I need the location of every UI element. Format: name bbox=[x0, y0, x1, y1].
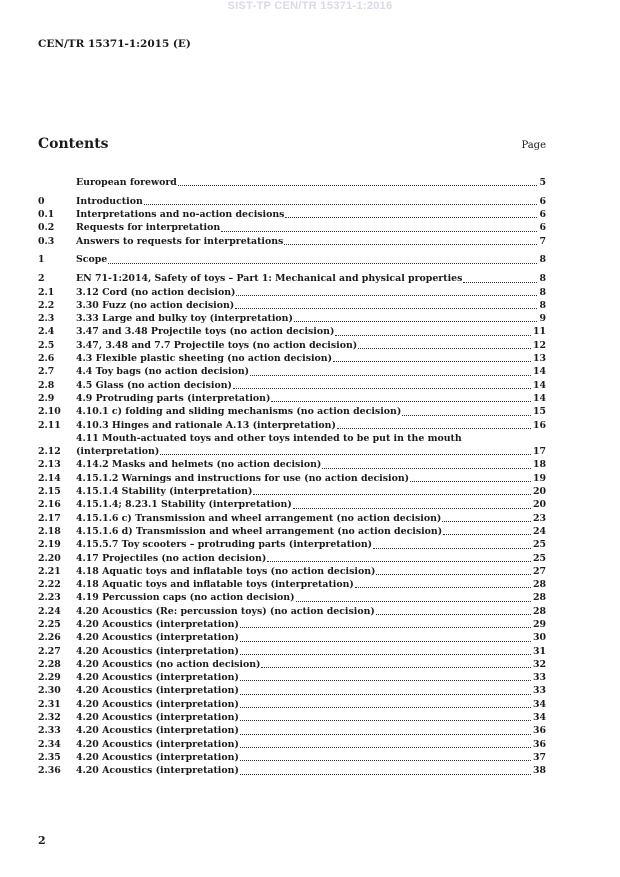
toc-entry[interactable] bbox=[38, 498, 546, 511]
toc-entry-page: 7 bbox=[539, 235, 546, 247]
toc-entry-page: 32 bbox=[532, 658, 546, 670]
contents-heading: Contents bbox=[38, 136, 109, 152]
toc-entry-page: 5 bbox=[539, 177, 546, 188]
toc-entry-page: 29 bbox=[532, 619, 546, 630]
toc-entry-number: 2.30 bbox=[38, 685, 61, 697]
toc-entry[interactable] bbox=[38, 472, 546, 485]
toc-entry-number: 2.20 bbox=[38, 552, 61, 564]
toc-entry-number: 2.3 bbox=[38, 313, 55, 325]
toc-entry-title: 4.20 Acoustics (interpretation) bbox=[76, 632, 239, 644]
toc-entry-title: 3.47, 3.48 and 7.7 Projectile toys (no action decision) bbox=[76, 339, 358, 351]
toc-entry-number: 2.32 bbox=[38, 712, 61, 724]
toc-entry-number: 2.21 bbox=[38, 565, 61, 577]
toc-entry-number: 2.36 bbox=[38, 765, 61, 777]
toc-entry[interactable] bbox=[38, 525, 546, 538]
dot-leader bbox=[250, 374, 531, 376]
toc-entry-page: 33 bbox=[532, 672, 546, 684]
toc-entry-title: 4.15.1.4; 8.23.1 Stability (interpretation) bbox=[76, 499, 292, 511]
toc-entry-number: 2.22 bbox=[38, 579, 61, 591]
toc-entry[interactable] bbox=[38, 208, 546, 221]
toc-entry-number: 2.7 bbox=[38, 366, 55, 378]
toc-entry-title: 4.20 Acoustics (interpretation) bbox=[76, 712, 239, 724]
toc-entry-page: 30 bbox=[532, 632, 546, 644]
dot-leader bbox=[236, 294, 537, 296]
toc-entry-number: 2.28 bbox=[38, 658, 61, 670]
toc-entry[interactable] bbox=[38, 458, 546, 471]
toc-entry-page: 8 bbox=[539, 254, 546, 266]
toc-entry-number: 2 bbox=[38, 273, 45, 285]
toc-entry-number: 2.15 bbox=[38, 486, 61, 498]
toc-entry-title: European foreword bbox=[76, 177, 177, 188]
toc-entry-title: Scope bbox=[76, 254, 108, 266]
toc-entry-page: 8 bbox=[539, 286, 546, 298]
dot-leader bbox=[240, 693, 531, 695]
dot-leader bbox=[284, 243, 537, 245]
toc-entry-page: 20 bbox=[532, 499, 546, 511]
toc-entry-number: 2.6 bbox=[38, 353, 55, 365]
toc-entry[interactable] bbox=[38, 565, 546, 578]
dot-leader bbox=[376, 613, 531, 615]
toc-entry[interactable] bbox=[38, 738, 546, 751]
toc-entry-title-continued: (interpretation) bbox=[76, 446, 160, 458]
toc-entry-title: 4.20 Acoustics (interpretation) bbox=[76, 672, 239, 684]
dot-leader bbox=[253, 493, 531, 495]
toc-entry-title: 4.3 Flexible plastic sheeting (no action decision) bbox=[76, 353, 333, 365]
toc-entry[interactable] bbox=[38, 658, 546, 671]
toc-entry[interactable] bbox=[38, 299, 546, 312]
toc-entry[interactable] bbox=[38, 419, 546, 432]
toc-entry-page: 28 bbox=[532, 605, 546, 617]
toc-entry-page: 27 bbox=[532, 565, 546, 577]
dot-leader bbox=[410, 480, 531, 482]
dot-leader bbox=[160, 453, 531, 455]
toc-entry-title: Answers to requests for interpretations bbox=[76, 235, 284, 247]
dot-leader bbox=[335, 334, 531, 336]
toc-entry[interactable] bbox=[38, 631, 546, 644]
toc-entry-title: Interpretations and no-action decisions bbox=[76, 209, 285, 221]
toc-entry-number: 2.4 bbox=[38, 326, 55, 338]
toc-entry-number: 0.3 bbox=[38, 235, 55, 247]
toc-entry-number: 2.18 bbox=[38, 525, 61, 537]
dot-leader bbox=[240, 746, 531, 748]
toc-entry-number: 2.35 bbox=[38, 751, 61, 763]
dot-leader bbox=[235, 307, 537, 309]
dot-leader bbox=[271, 400, 531, 402]
toc-entry[interactable] bbox=[38, 253, 546, 266]
toc-entry-title: 4.15.1.6 c) Transmission and wheel arrangement (no action decision) bbox=[76, 512, 442, 524]
toc-entry-title: 3.33 Large and bulky toy (interpretation) bbox=[76, 313, 293, 325]
toc-entry-page: 11 bbox=[532, 326, 546, 338]
toc-entry-title: 4.20 Acoustics (interpretation) bbox=[76, 685, 239, 697]
toc-entry-number: 1 bbox=[38, 254, 45, 266]
toc-entry[interactable] bbox=[38, 764, 546, 777]
toc-entry[interactable] bbox=[38, 711, 546, 724]
toc-entry[interactable] bbox=[38, 352, 546, 365]
toc-entry-title: 4.9 Protruding parts (interpretation) bbox=[76, 392, 271, 404]
toc-entry-number: 2.25 bbox=[38, 619, 61, 630]
toc-entry[interactable] bbox=[38, 432, 546, 459]
toc-entry-page: 8 bbox=[539, 273, 546, 285]
toc-entry-page: 6 bbox=[539, 222, 546, 234]
toc-entry-title: 4.15.5.7 Toy scooters – protruding parts (interpretation) bbox=[76, 539, 373, 551]
toc-entry-page: 24 bbox=[532, 525, 546, 537]
toc-entry[interactable] bbox=[38, 379, 546, 392]
toc-entry-number: 2.23 bbox=[38, 592, 61, 604]
dot-leader bbox=[333, 360, 531, 362]
toc-entry[interactable] bbox=[38, 485, 546, 498]
toc-entry-page: 36 bbox=[532, 725, 546, 737]
toc-entry[interactable] bbox=[38, 751, 546, 764]
dot-leader bbox=[322, 467, 531, 469]
page-column-label: Page bbox=[521, 140, 546, 151]
dot-leader bbox=[240, 719, 531, 721]
dot-leader bbox=[267, 560, 531, 562]
toc-entry-title: 4.20 Acoustics (interpretation) bbox=[76, 619, 239, 630]
toc-entry[interactable] bbox=[38, 272, 546, 285]
toc-entry-title: 4.20 Acoustics (interpretation) bbox=[76, 765, 239, 777]
dot-leader bbox=[293, 507, 531, 509]
toc-entry-number: 2.29 bbox=[38, 672, 61, 684]
table-of-contents bbox=[38, 176, 546, 778]
toc-entry-page: 19 bbox=[532, 472, 546, 484]
toc-entry-page: 6 bbox=[539, 209, 546, 221]
toc-entry-number: 2.9 bbox=[38, 392, 55, 404]
dot-leader bbox=[240, 640, 531, 642]
toc-entry[interactable] bbox=[38, 538, 546, 551]
dot-leader bbox=[144, 203, 538, 205]
toc-entry-title: 3.30 Fuzz (no action decision) bbox=[76, 299, 235, 311]
dot-leader bbox=[221, 230, 537, 232]
document-identifier: CEN/TR 15371-1:2015 (E) bbox=[38, 38, 191, 50]
toc-entry[interactable] bbox=[38, 684, 546, 697]
toc-entry-number: 2.16 bbox=[38, 499, 61, 511]
toc-entry-page: 17 bbox=[532, 446, 546, 458]
toc-entry-title: 3.12 Cord (no action decision) bbox=[76, 286, 236, 298]
toc-entry-title: 4.4 Toy bags (no action decision) bbox=[76, 366, 250, 378]
toc-entry-number: 2.14 bbox=[38, 472, 61, 484]
toc-entry-number: 0.2 bbox=[38, 222, 55, 234]
toc-entry-page: 34 bbox=[532, 712, 546, 724]
toc-entry-number: 2.19 bbox=[38, 539, 61, 551]
toc-entry-page: 38 bbox=[532, 765, 546, 777]
toc-entry-page: 18 bbox=[532, 459, 546, 471]
toc-entry-number: 2.2 bbox=[38, 299, 55, 311]
dot-leader bbox=[442, 520, 531, 522]
toc-entry[interactable] bbox=[38, 176, 546, 189]
toc-entry-title: 4.5 Glass (no action decision) bbox=[76, 379, 232, 391]
toc-entry-number: 2.33 bbox=[38, 725, 61, 737]
toc-entry-page: 14 bbox=[532, 379, 546, 391]
toc-entry-page: 20 bbox=[532, 486, 546, 498]
toc-entry-title: 4.20 Acoustics (interpretation) bbox=[76, 751, 239, 763]
toc-entry-title: 4.18 Aquatic toys and inflatable toys (no action decision) bbox=[76, 565, 376, 577]
dot-leader bbox=[376, 573, 530, 575]
dot-leader bbox=[355, 586, 531, 588]
toc-entry-page: 12 bbox=[532, 339, 546, 351]
toc-entry-number: 2.34 bbox=[38, 738, 61, 750]
toc-entry-title: 4.10.3 Hinges and rationale A.13 (interpretation) bbox=[76, 419, 336, 431]
dot-leader bbox=[296, 600, 531, 602]
dot-leader bbox=[240, 626, 531, 628]
toc-entry-page: 9 bbox=[539, 313, 546, 325]
toc-entry[interactable] bbox=[38, 312, 546, 325]
toc-entry-page: 16 bbox=[532, 419, 546, 431]
dot-leader bbox=[240, 679, 531, 681]
toc-entry-page: 13 bbox=[532, 353, 546, 365]
toc-entry-page: 25 bbox=[532, 552, 546, 564]
watermark: SIST-TP CEN/TR 15371-1:2016 bbox=[227, 0, 393, 12]
toc-entry-title: 4.18 Aquatic toys and inflatable toys (interpretation) bbox=[76, 579, 354, 591]
toc-entry-page: 23 bbox=[532, 512, 546, 524]
toc-entry-title: 4.20 Acoustics (interpretation) bbox=[76, 738, 239, 750]
dot-leader bbox=[240, 653, 531, 655]
toc-entry-number: 2.26 bbox=[38, 632, 61, 644]
toc-entry-page: 8 bbox=[539, 299, 546, 311]
toc-entry[interactable] bbox=[38, 195, 546, 208]
toc-entry-title: 4.20 Acoustics (no action decision) bbox=[76, 658, 261, 670]
dot-leader bbox=[178, 184, 538, 186]
toc-entry-number: 0.1 bbox=[38, 209, 55, 221]
dot-leader bbox=[240, 706, 531, 708]
toc-entry[interactable] bbox=[38, 325, 546, 338]
toc-entry-page: 25 bbox=[532, 539, 546, 551]
toc-entry[interactable] bbox=[38, 512, 546, 525]
toc-entry[interactable] bbox=[38, 698, 546, 711]
toc-entry[interactable] bbox=[38, 591, 546, 604]
toc-entry-number: 2.12 bbox=[38, 446, 61, 458]
toc-entry-number: 2.24 bbox=[38, 605, 61, 617]
toc-entry-page: 14 bbox=[532, 366, 546, 378]
toc-entry-page: 31 bbox=[532, 645, 546, 657]
toc-entry-title: EN 71-1:2014, Safety of toys – Part 1: Mechanical and physical properties bbox=[76, 273, 463, 285]
toc-entry-number: 2.17 bbox=[38, 512, 61, 524]
toc-entry-number: 0 bbox=[38, 195, 45, 207]
toc-entry-number: 2.13 bbox=[38, 459, 61, 471]
toc-entry[interactable] bbox=[38, 392, 546, 405]
toc-entry-title: 4.20 Acoustics (interpretation) bbox=[76, 698, 239, 710]
toc-entry-title: 4.20 Acoustics (Re: percussion toys) (no action decision) bbox=[76, 605, 375, 617]
toc-entry[interactable] bbox=[38, 405, 546, 418]
toc-entry-title: Requests for interpretation bbox=[76, 222, 221, 234]
toc-entry[interactable] bbox=[38, 235, 546, 248]
dot-leader bbox=[108, 262, 537, 264]
toc-entry-title: 4.14.2 Masks and helmets (no action decision) bbox=[76, 459, 322, 471]
toc-entry[interactable] bbox=[38, 671, 546, 684]
toc-entry[interactable] bbox=[38, 365, 546, 378]
toc-entry-number: 2.5 bbox=[38, 339, 55, 351]
toc-entry[interactable] bbox=[38, 286, 546, 299]
toc-entry-title: 4.11 Mouth-actuated toys and other toys intended to be put in the mouth bbox=[76, 432, 462, 444]
toc-entry[interactable] bbox=[38, 221, 546, 234]
toc-entry[interactable] bbox=[38, 724, 546, 737]
toc-entry-number: 2.11 bbox=[38, 419, 61, 431]
toc-entry[interactable] bbox=[38, 552, 546, 565]
toc-entry-number: 2.31 bbox=[38, 698, 61, 710]
toc-entry-title: Introduction bbox=[76, 195, 143, 207]
toc-entry-page: 14 bbox=[532, 392, 546, 404]
dot-leader bbox=[402, 414, 531, 416]
dot-leader bbox=[337, 427, 531, 429]
toc-entry-page: 33 bbox=[532, 685, 546, 697]
toc-entry-title: 4.20 Acoustics (interpretation) bbox=[76, 725, 239, 737]
toc-entry-title: 4.15.1.2 Warnings and instructions for use (no action decision) bbox=[76, 472, 410, 484]
page-number: 2 bbox=[38, 834, 46, 847]
toc-entry-title: 4.15.1.4 Stability (interpretation) bbox=[76, 486, 253, 498]
toc-entry[interactable] bbox=[38, 605, 546, 618]
toc-entry-number: 2.1 bbox=[38, 286, 55, 298]
toc-entry[interactable] bbox=[38, 339, 546, 352]
toc-entry-page: 28 bbox=[532, 579, 546, 591]
toc-entry-title: 4.17 Projectiles (no action decision) bbox=[76, 552, 267, 564]
toc-entry-page: 6 bbox=[539, 195, 546, 207]
toc-entry-number: 2.27 bbox=[38, 645, 61, 657]
toc-entry-title: 4.10.1 c) folding and sliding mechanisms (no action decision) bbox=[76, 406, 402, 418]
toc-entry-page: 36 bbox=[532, 738, 546, 750]
dot-leader bbox=[373, 547, 531, 549]
dot-leader bbox=[443, 533, 531, 535]
toc-entry-page: 37 bbox=[532, 751, 546, 763]
toc-entry-number: 2.8 bbox=[38, 379, 55, 391]
toc-entry-page: 34 bbox=[532, 698, 546, 710]
toc-entry-page: 28 bbox=[532, 592, 546, 604]
dot-leader bbox=[358, 347, 531, 349]
toc-entry-title: 4.15.1.6 d) Transmission and wheel arrangement (no action decision) bbox=[76, 525, 443, 537]
dot-leader bbox=[240, 773, 531, 775]
toc-entry-number: 2.10 bbox=[38, 406, 61, 418]
toc-entry[interactable] bbox=[38, 578, 546, 591]
dot-leader bbox=[240, 733, 531, 735]
dot-leader bbox=[261, 666, 530, 668]
dot-leader bbox=[294, 320, 538, 322]
dot-leader bbox=[285, 216, 537, 218]
dot-leader bbox=[233, 387, 531, 389]
toc-entry[interactable] bbox=[38, 645, 546, 658]
toc-entry-title: 4.19 Percussion caps (no action decision) bbox=[76, 592, 295, 604]
toc-entry-page: 15 bbox=[532, 406, 546, 418]
toc-entry-title: 4.20 Acoustics (interpretation) bbox=[76, 645, 239, 657]
toc-entry-title: 3.47 and 3.48 Projectile toys (no action decision) bbox=[76, 326, 335, 338]
toc-entry[interactable] bbox=[38, 618, 546, 631]
dot-leader bbox=[240, 759, 531, 761]
dot-leader bbox=[463, 281, 537, 283]
